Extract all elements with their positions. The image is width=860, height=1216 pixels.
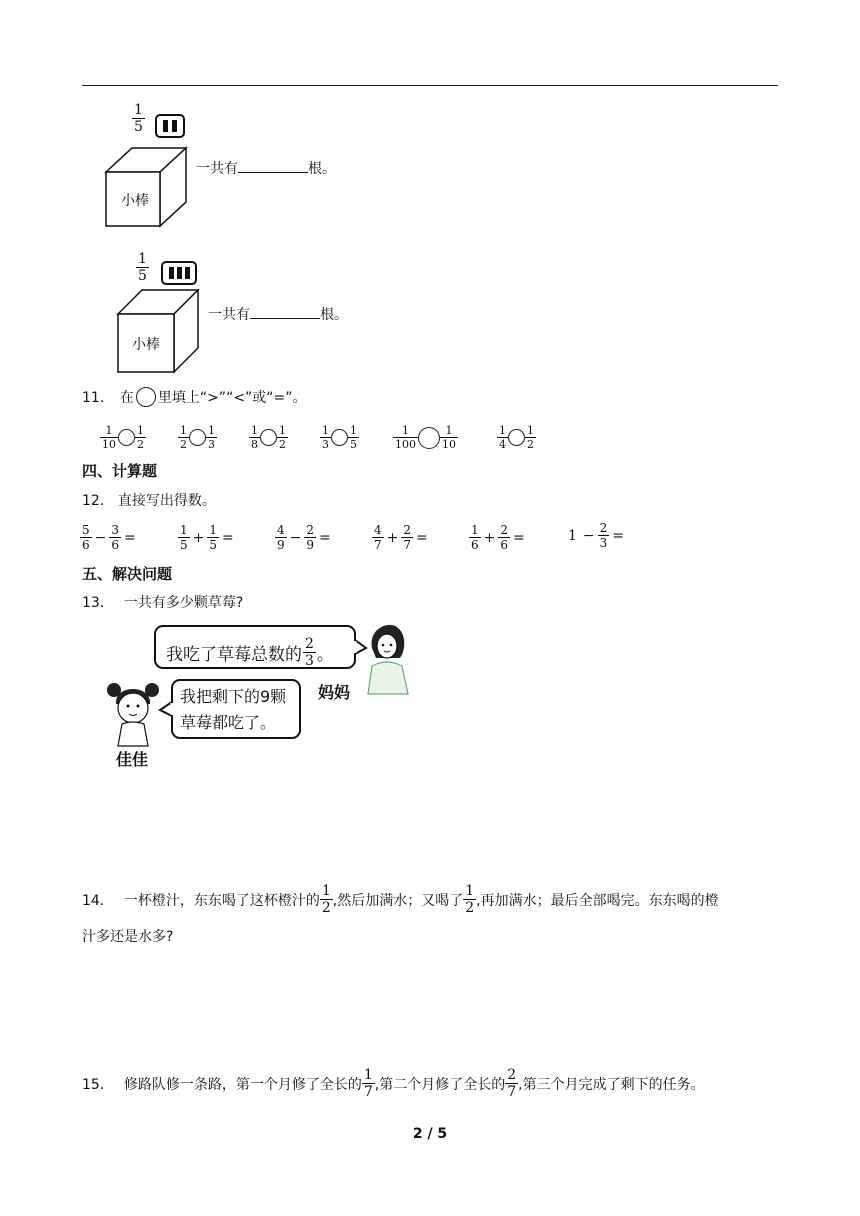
q11-compare-1: $\frac{1}{10}$ $\frac{1}{2}$ xyxy=(102,424,144,451)
q13-prompt: 13． 一共有多少颗草莓? xyxy=(82,595,244,611)
header-rule xyxy=(82,85,778,86)
q12-item-6: 1 − $\frac{2}{3}$ = xyxy=(568,521,625,550)
stick-box-illustration-2 xyxy=(116,258,206,378)
q11-compare-4: $\frac{1}{3}$ $\frac{1}{5}$ xyxy=(322,424,357,451)
q12-item-5: $\frac{1}{6}$ + $\frac{2}{6}$ = xyxy=(471,523,525,552)
circle-icon xyxy=(136,387,156,407)
answer-blank[interactable] xyxy=(238,158,308,173)
section-heading-problems: 五、解决问题 xyxy=(82,565,173,583)
compare-circle[interactable] xyxy=(418,427,440,449)
compare-circle[interactable] xyxy=(189,429,206,446)
jiajia-label: 佳佳 xyxy=(116,750,149,769)
compare-circle[interactable] xyxy=(260,429,277,446)
stick-box-label-1: 小棒 xyxy=(121,193,149,209)
q11-compare-6: $\frac{1}{4}$ $\frac{1}{2}$ xyxy=(499,424,534,451)
page-number: 2 / 5 xyxy=(412,1126,448,1142)
mom-label: 妈妈 xyxy=(318,683,351,702)
q11-prompt: 11． 在 里填上“>”“<”或“=”。 xyxy=(82,387,307,407)
section-heading-calc: 四、计算题 xyxy=(82,462,158,480)
stick-box-label-2: 小棒 xyxy=(132,337,160,353)
stick-fraction-2: $\frac{1}{5}$ xyxy=(138,251,147,284)
q11-compare-3: $\frac{1}{8}$ $\frac{1}{2}$ xyxy=(251,424,286,451)
compare-circle[interactable] xyxy=(508,429,525,446)
compare-circle[interactable] xyxy=(331,429,348,446)
mom-figure-icon xyxy=(368,625,408,694)
q11-compare-5: $\frac{1}{100}$ $\frac{1}{10}$ xyxy=(395,424,456,451)
q12-prompt: 12． 直接写出得数。 xyxy=(82,493,216,509)
jiajia-speech: 我把剩下的9颗 草莓都吃了。 xyxy=(180,687,287,732)
stick-question-2: 一共有 根。 xyxy=(208,304,348,324)
q12-item-1: $\frac{5}{6}$ − $\frac{3}{6}$ = xyxy=(82,523,136,552)
mom-speech: 我吃了草莓总数的 $\frac{2}{3}$ 。 xyxy=(166,636,334,669)
stick-question-1: 一共有 根。 xyxy=(196,158,336,178)
compare-circle[interactable] xyxy=(118,429,135,446)
q12-item-3: $\frac{4}{9}$ − $\frac{2}{9}$ = xyxy=(277,523,331,552)
q12-item-4: $\frac{4}{7}$ + $\frac{2}{7}$ = xyxy=(374,523,428,552)
q14-text-line1: 14． 一杯橙汁，东东喝了这杯橙汁的 $\frac{1}{2}$ ,然后加满水；又喝了 $\frac{1}{2}$ ,再加满水；最后全部喝完。东东喝的橙 xyxy=(82,883,719,916)
answer-blank[interactable] xyxy=(250,304,320,319)
stick-fraction-1: $\frac{1}{5}$ xyxy=(134,102,143,135)
stick-box-illustration-1 xyxy=(104,110,194,232)
q14-text-line2: 汁多还是水多? xyxy=(82,929,174,945)
q12-item-2: $\frac{1}{5}$ + $\frac{1}{5}$ = xyxy=(180,523,234,552)
girl-figure-icon xyxy=(107,683,159,746)
q11-compare-2: $\frac{1}{2}$ $\frac{1}{3}$ xyxy=(180,424,215,451)
q15-text: 15． 修路队修一条路，第一个月修了全长的 $\frac{1}{7}$ ,第二个月修了全长的 $\frac{2}{7}$ ,第三个月完成了剩下的任务。 xyxy=(82,1067,705,1100)
